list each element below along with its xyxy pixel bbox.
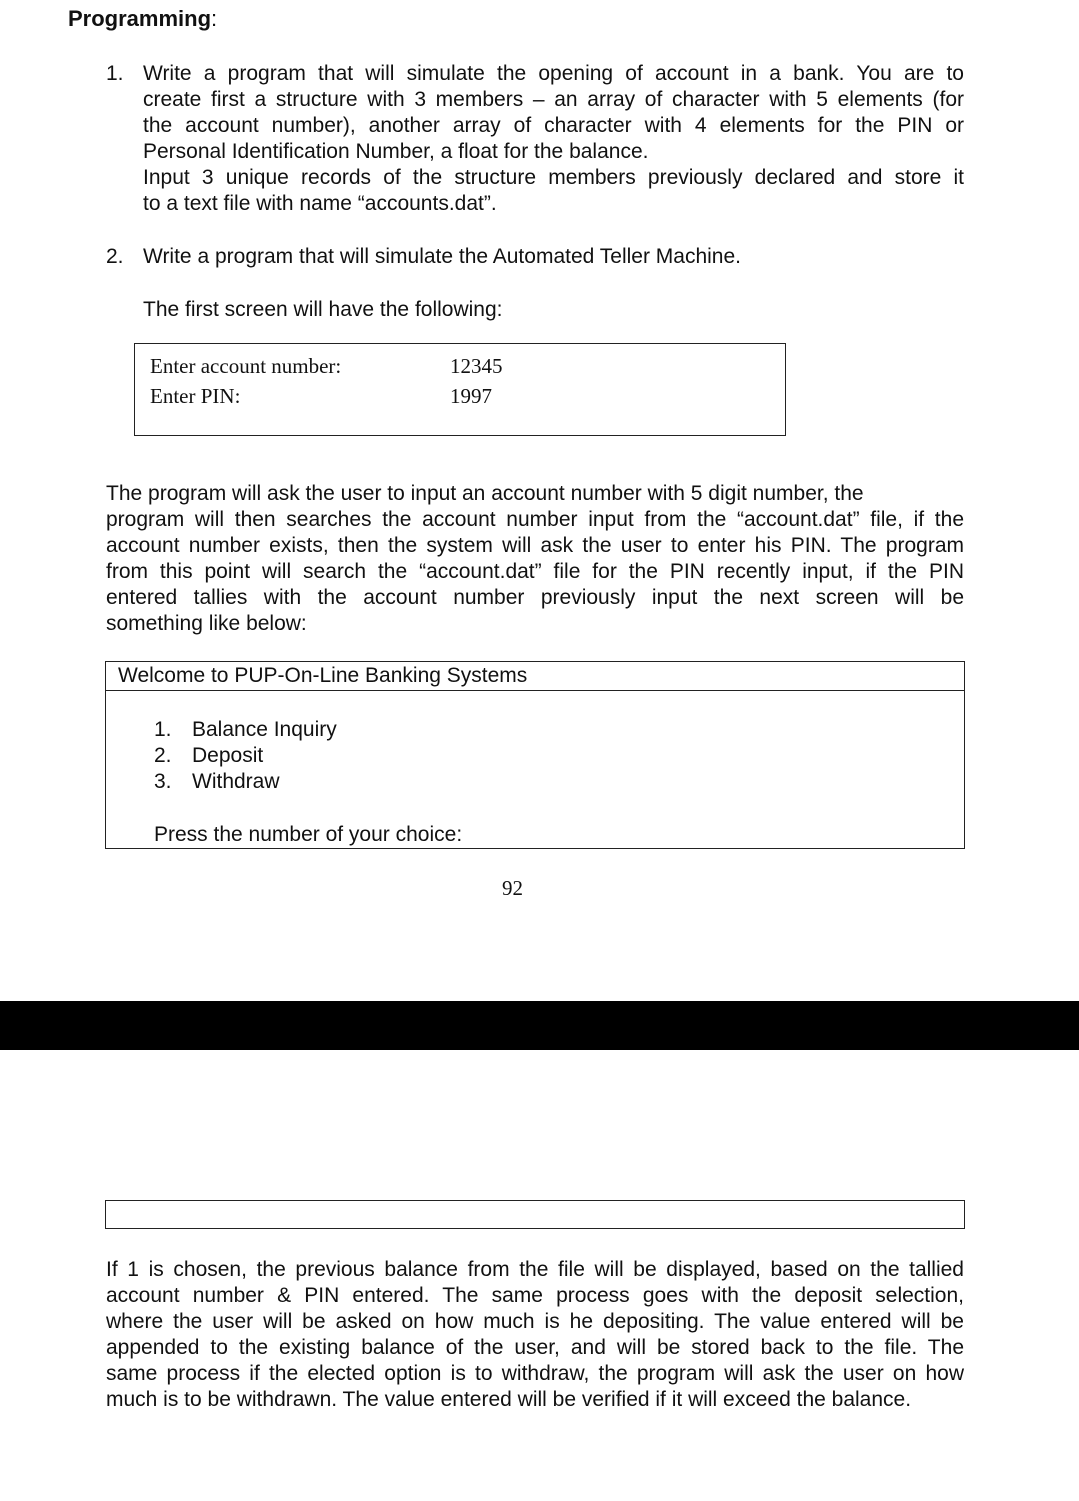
- choice-description-line: If 1 is chosen, the previous balance from the file will be displayed, based on the tallied: [106, 1258, 964, 1281]
- menu-item-label: Deposit: [192, 744, 264, 767]
- description-line: program will then searches the account number input from the “account.dat” file, if the: [106, 508, 964, 531]
- menu-screen-title: Welcome to PUP-On-Line Banking Systems: [118, 664, 528, 687]
- pin-label: Enter PIN:: [150, 384, 241, 408]
- choice-description-paragraph: [106, 1257, 964, 1413]
- pin-value: 1997: [450, 384, 492, 408]
- empty-screen-box: [105, 1200, 965, 1229]
- choice-description-line: account number & PIN entered. The same process goes with the deposit selection,: [106, 1284, 964, 1307]
- page-separator-band: [0, 1001, 1079, 1050]
- choice-description-line: where the user will be asked on how much is he depositing. The value entered will be: [106, 1310, 964, 1333]
- section-heading: [68, 6, 217, 32]
- description-line: The program will ask the user to input an account number with 5 digit number, the: [106, 482, 864, 505]
- menu-item-number: 1.: [154, 718, 172, 741]
- section-heading-title: Programming: [68, 6, 212, 31]
- item1-line: create first a structure with 3 members – an array of character with 5 elements (for: [143, 88, 964, 111]
- login-screen-box: [134, 343, 786, 436]
- description-paragraph: [106, 481, 964, 637]
- item2-text: Write a program that will simulate the Automated Teller Machine.: [143, 245, 741, 268]
- choice-description-line: same process if the elected option is to withdraw, the program will ask the user on how: [106, 1362, 964, 1385]
- menu-item-label: Withdraw: [192, 770, 280, 793]
- description-line: entered tallies with the account number previously input the next screen will be: [106, 586, 964, 609]
- item2-intro: The first screen will have the following:: [143, 298, 503, 321]
- description-line: account number exists, then the system will ask the user to enter his PIN. The program: [106, 534, 964, 557]
- item1-text: [143, 61, 964, 217]
- menu-item-number: 2.: [154, 744, 172, 767]
- item1-line: Write a program that will simulate the opening of account in a bank. You are to: [143, 62, 964, 85]
- choice-description-line: much is to be withdrawn. The value entered will be verified if it will exceed the balance.: [106, 1388, 912, 1411]
- choice-description-line: appended to the existing balance of the user, and will be stored back to the file. The: [106, 1336, 964, 1359]
- menu-item-label: Balance Inquiry: [192, 718, 337, 741]
- menu-prompt: Press the number of your choice:: [154, 823, 463, 846]
- description-line: from this point will search the “account.dat” file for the PIN recently input, if the PIN: [106, 560, 964, 583]
- item1-number: 1.: [106, 62, 124, 85]
- item2-number: 2.: [106, 245, 124, 268]
- section-heading-colon: :: [211, 6, 218, 31]
- item1-line: Input 3 unique records of the structure members previously declared and store it: [143, 166, 964, 189]
- item1-line: the account number), another array of character with 4 elements for the PIN or: [143, 114, 964, 137]
- menu-screen-header: [106, 662, 964, 691]
- page-number: 92: [502, 876, 523, 900]
- account-number-value: 12345: [450, 354, 503, 378]
- menu-screen-box: [105, 661, 965, 849]
- account-number-label: Enter account number:: [150, 354, 342, 378]
- menu-item-number: 3.: [154, 770, 172, 793]
- item1-line: to a text file with name “accounts.dat”.: [143, 192, 497, 215]
- item1-line: Personal Identification Number, a float for the balance.: [143, 140, 649, 163]
- description-line: something like below:: [106, 612, 307, 635]
